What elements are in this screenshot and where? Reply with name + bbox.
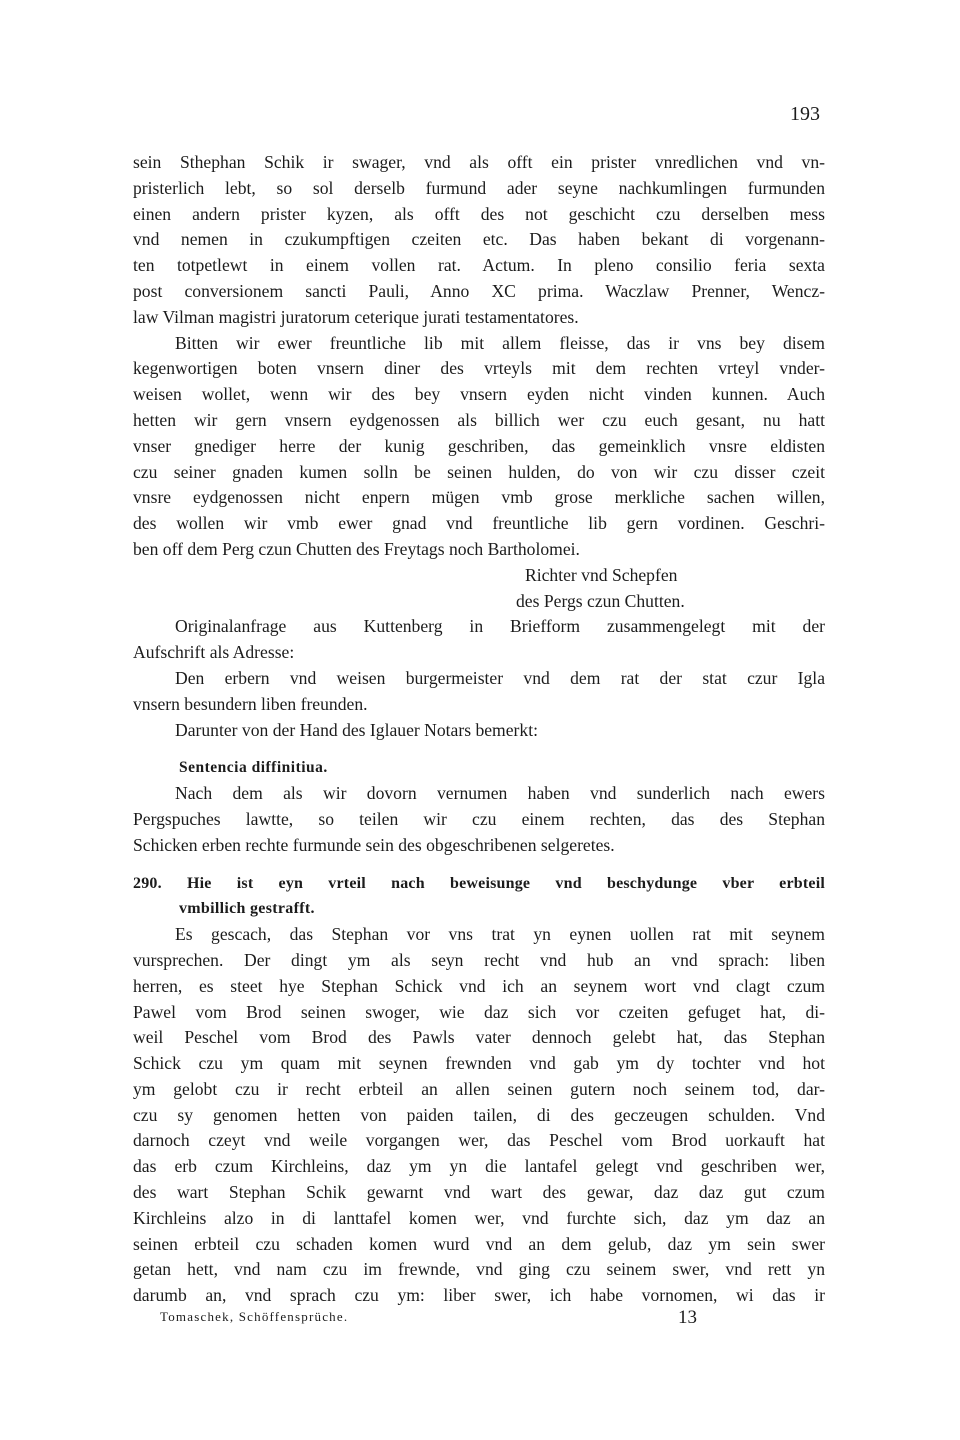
text-line: czu seiner gnaden kumen solln be seinen hulden, do von wir czu disser czeit (133, 461, 825, 482)
text-line: getan hett, vnd nam czu im frewnde, vnd ging czu seinem swer, vnd rett yn (133, 1259, 825, 1280)
text-line: vursprechen. Der dingt ym als seyn recht vnd hub an vnd sprach: liben (133, 949, 825, 970)
text-line: einen andern prister kyzen, als offt des not geschicht czu derselben mess (133, 203, 825, 224)
text-line: Kirchleins alzo in di lanttafel komen wer, vnd furchte sich, daz ym daz an (133, 1207, 825, 1228)
text-line: Bitten wir ewer freuntliche lib mit allem fleisse, das ir vns bey disem (175, 332, 825, 353)
sentence-heading: Sentencia diffinitiua. (179, 759, 328, 777)
section-heading: 290. Hie ist eyn vrteil nach beweisunge vnd beschydunge vber erbteil (133, 874, 825, 892)
text-line: des wollen wir vmb ewer gnad vnd freuntliche lib gern vordinen. Geschri- (133, 513, 825, 534)
section-heading-cont: vmbillich gestrafft. (179, 900, 315, 918)
text-line: Pergspuches lawtte, so teilen wir czu einem rechten, das des Stephan (133, 808, 825, 829)
text-line: Darunter von der Hand des Iglauer Notars bemerkt: (175, 719, 538, 740)
text-line: vnsern besundern liben freunden. (133, 693, 368, 714)
signature-line: des Pergs czun Chutten. (516, 590, 685, 611)
text-line: vnd nemen in czukumpftigen czeiten etc. Das haben bekant di vorgenann- (133, 229, 825, 250)
text-line: Originalanfrage aus Kuttenberg in Briefform zusammengelegt mit der (175, 616, 825, 637)
text-line: darumb an, vnd sprach czu ym: liber swer, ich habe vornomen, wi das ir (133, 1285, 825, 1306)
text-line: sein Sthephan Schik ir swager, vnd als offt ein prister vnredlichen vnd vn- (133, 152, 825, 172)
text-line: ben off dem Perg czun Chutten des Freytags noch Bartholomei. (133, 538, 580, 559)
text-line: hetten wir gern vnsern eydgenossen als billich wer czu euch gesant, nu hatt (133, 409, 825, 430)
text-line: Den erbern vnd weisen burgermeister vnd dem rat der stat czur Igla (175, 667, 825, 688)
text-line: des wart Stephan Schik gewarnt vnd wart des gewar, daz daz gut czum (133, 1182, 825, 1203)
text-line: law Vilman magistri juratorum ceterique jurati testamentatores. (133, 306, 579, 327)
text-line: weil Peschel vom Brod des Pawls vater dennoch gelebt hat, das Stephan (133, 1027, 825, 1048)
text-line: darnoch czeyt vnd weile vorgangen wer, das Peschel vom Brod uorkauft hat (133, 1130, 825, 1151)
text-line: Pawel vom Brod seinen swoger, wie daz sich vor czeiten gefuget hat, di- (133, 1001, 825, 1022)
text-line: herren, es steet hye Stephan Schick vnd ich an seynem wort vnd clagt czum (133, 975, 825, 996)
text-line: Schick czu ym quam mit seynen frewnden vnd gab ym dy tochter vnd hot (133, 1053, 825, 1074)
text-line: Schicken erben rechte furmunde sein des obgeschribenen selgeretes. (133, 834, 615, 855)
text-line: ten totpetlewt in einem vollen rat. Actum. In pleno consilio feria sexta (133, 255, 825, 276)
text-line: kegenwortigen boten vnsern diner des vrteyls mit dem rechten vrteyl vnder- (133, 358, 825, 379)
text-line: ym gelobt czu ir recht erbteil an allen seinen gutern noch seinem tod, dar- (133, 1078, 825, 1099)
text-line: czu sy genomen hetten von paiden tailen, di des geczeugen schulden. Vnd (133, 1104, 825, 1125)
page-number: 193 (790, 103, 820, 125)
text-line: pristerlich lebt, so sol derselb furmund ader seyne nachkumlingen furmunden (133, 177, 825, 198)
body-text (133, 150, 825, 1309)
text-line: post conversionem sancti Pauli, Anno XC prima. Waczlaw Prenner, Wencz- (133, 280, 825, 301)
text-line: Es gescach, das Stephan vor vns trat yn eynen uollen rat mit seynem (175, 924, 825, 945)
text-line: das erb czum Kirchleins, daz ym yn die lantafel gelegt vnd geschriben wer, (133, 1156, 825, 1177)
text-line: vnser gnediger herre der kunig geschriben, das gemeinklich vnsre eldisten (133, 435, 825, 456)
footer-author: Tomaschek, Schöffensprüche. (160, 1309, 349, 1324)
text-line: vnsre eydgenossen nicht enpern mügen vmb grose merkliche sachen willen, (133, 487, 825, 508)
signature-mark: 13 (678, 1307, 697, 1328)
text-line: Nach dem als wir dovorn vernumen haben vnd sunderlich nach ewers (175, 783, 825, 804)
text-line: seinen erbteil czu schaden komen wurd vnd an dem gelub, daz ym sein swer (133, 1233, 825, 1254)
text-line: weisen wollet, wenn wir des bey vnsern eyden nicht vinden kunnen. Auch (133, 384, 825, 405)
text-line: Aufschrift als Adresse: (133, 642, 295, 663)
signature-line: Richter vnd Schepfen (525, 564, 678, 585)
